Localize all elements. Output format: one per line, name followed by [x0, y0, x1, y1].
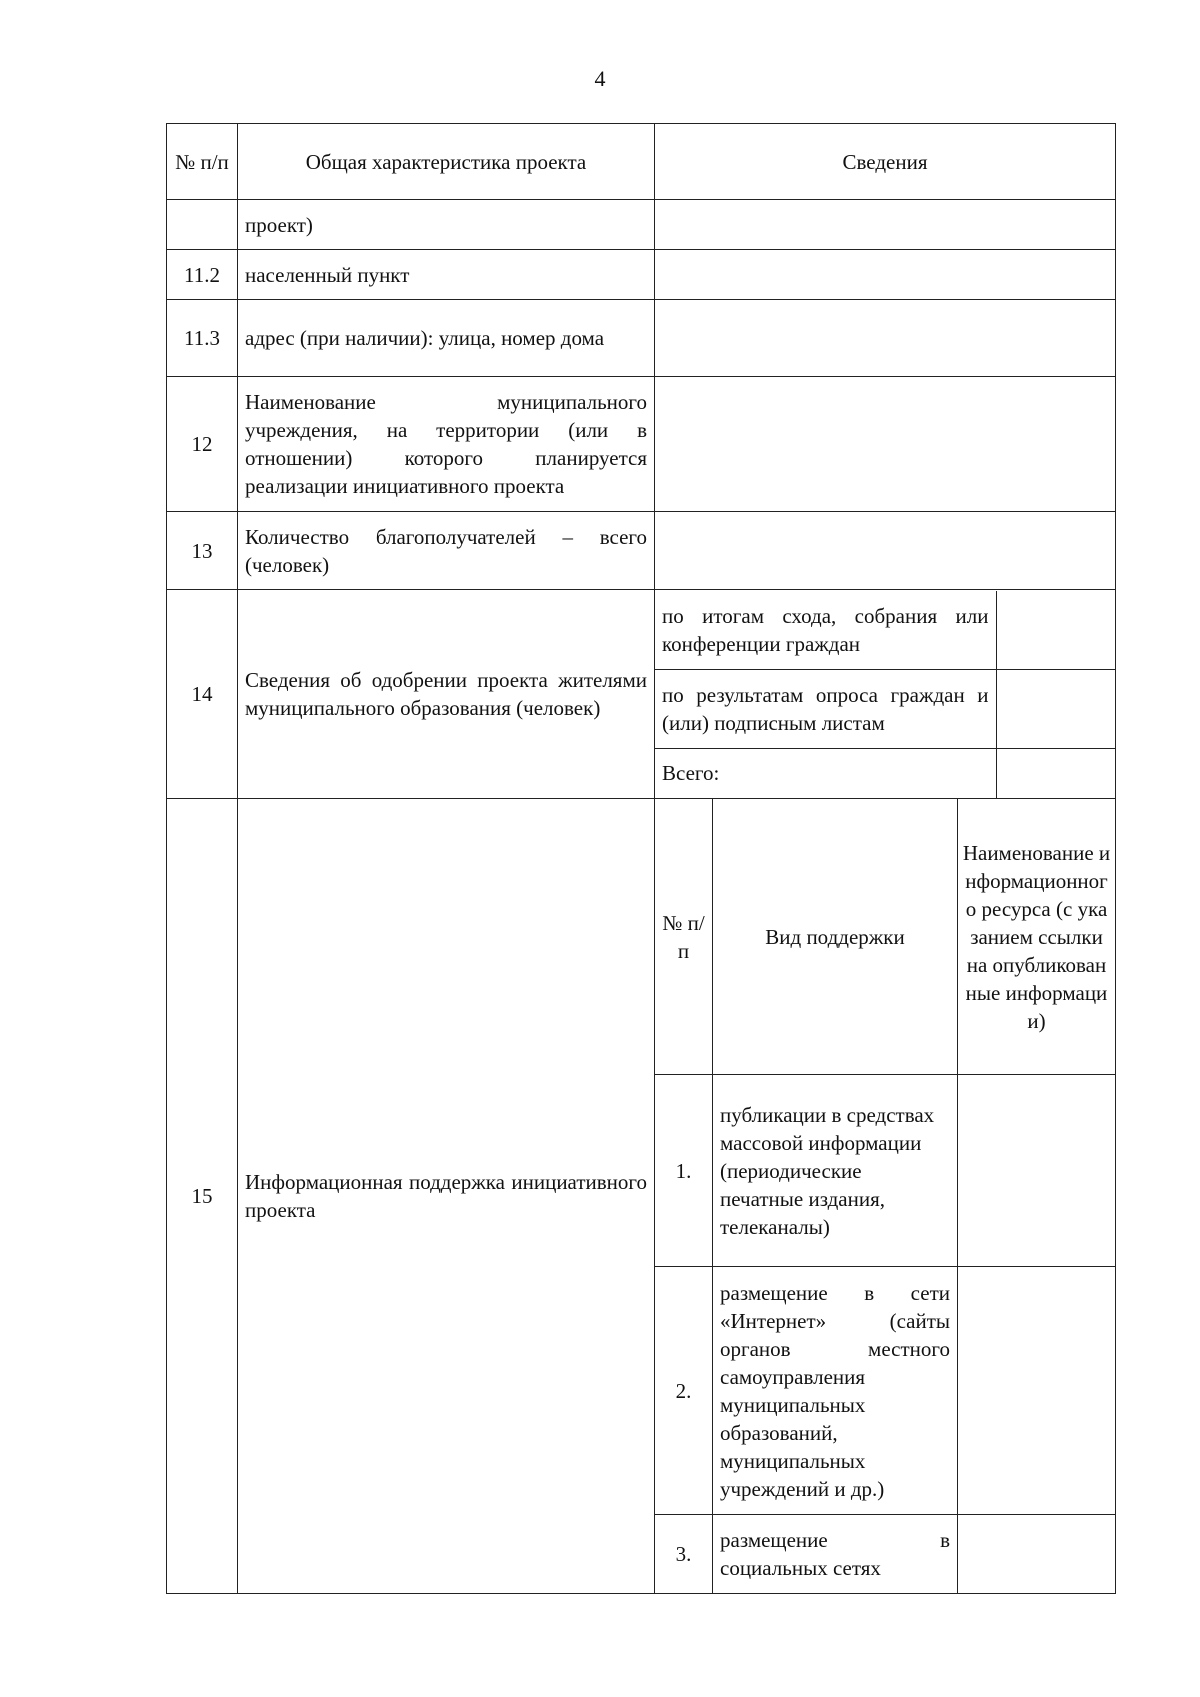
row-info-cell	[655, 200, 1116, 250]
row-info-support-header	[167, 799, 1116, 1075]
support-subheader-num: № п/п	[655, 799, 713, 1075]
support-kind: размещение в сети «Интернет» (сайты органов местного самоуправления муниципальных образований, муниципальных учреждений и др.)	[713, 1267, 958, 1515]
approval-item: по итогам схода, собрания или конференции граждан	[655, 591, 996, 670]
row-characteristic: адрес (при наличии): улица, номер дома	[238, 300, 655, 377]
table-row	[167, 250, 1116, 300]
approval-total-label: Всего:	[655, 749, 996, 798]
approval-item: по результатам опроса граждан и (или) подписным листам	[655, 670, 996, 749]
table-row	[167, 200, 1116, 250]
row-num: 15	[167, 799, 238, 1594]
row-info-cell	[655, 512, 1116, 590]
row-approval	[167, 590, 1116, 799]
row-characteristic: Сведения об одобрении проекта жителями муниципального образования (человек)	[238, 590, 655, 799]
support-resource	[958, 1075, 1116, 1267]
table-header-row	[167, 124, 1116, 200]
approval-subtable	[655, 591, 1115, 798]
row-characteristic: Наименование муниципального учреждения, на территории (или в отношении) которого планируется реализации инициативного проекта	[238, 377, 655, 512]
support-num: 1.	[655, 1075, 713, 1267]
row-num: 12	[167, 377, 238, 512]
header-num: № п/п	[167, 124, 238, 200]
support-resource	[958, 1267, 1116, 1515]
page-number: 4	[594, 66, 606, 91]
support-num: 2.	[655, 1267, 713, 1515]
approval-value	[996, 591, 1115, 670]
support-kind: размещение в социальных сетях	[713, 1515, 958, 1594]
support-num: 3.	[655, 1515, 713, 1594]
row-info-cell	[655, 250, 1116, 300]
row-info-cell	[655, 377, 1116, 512]
header-info: Сведения	[655, 124, 1116, 200]
project-table	[166, 123, 1116, 1594]
row-num: 11.3	[167, 300, 238, 377]
row-characteristic: населенный пункт	[238, 250, 655, 300]
support-kind: публикации в средствах массовой информации (периодические печатные издания, телеканалы)	[713, 1075, 958, 1267]
row-info-cell	[655, 300, 1116, 377]
row-characteristic: Количество благополучателей – всего (человек)	[238, 512, 655, 590]
support-subheader-resource: Наименование информационного ресурса (с указанием ссылки на опубликованные информации)	[958, 799, 1116, 1075]
row-characteristic: проект)	[238, 200, 655, 250]
table-row	[167, 512, 1116, 590]
support-resource	[958, 1515, 1116, 1594]
header-characteristic: Общая характеристика проекта	[238, 124, 655, 200]
row-characteristic: Информационная поддержка инициативного проекта	[238, 799, 655, 1594]
row-num: 14	[167, 590, 238, 799]
row-num: 11.2	[167, 250, 238, 300]
row-num: 13	[167, 512, 238, 590]
support-subheader-kind: Вид поддержки	[713, 799, 958, 1075]
approval-total-value	[996, 749, 1115, 798]
approval-value	[996, 670, 1115, 749]
table-row	[167, 300, 1116, 377]
table-row	[167, 377, 1116, 512]
row-num	[167, 200, 238, 250]
approval-details	[655, 590, 1116, 799]
